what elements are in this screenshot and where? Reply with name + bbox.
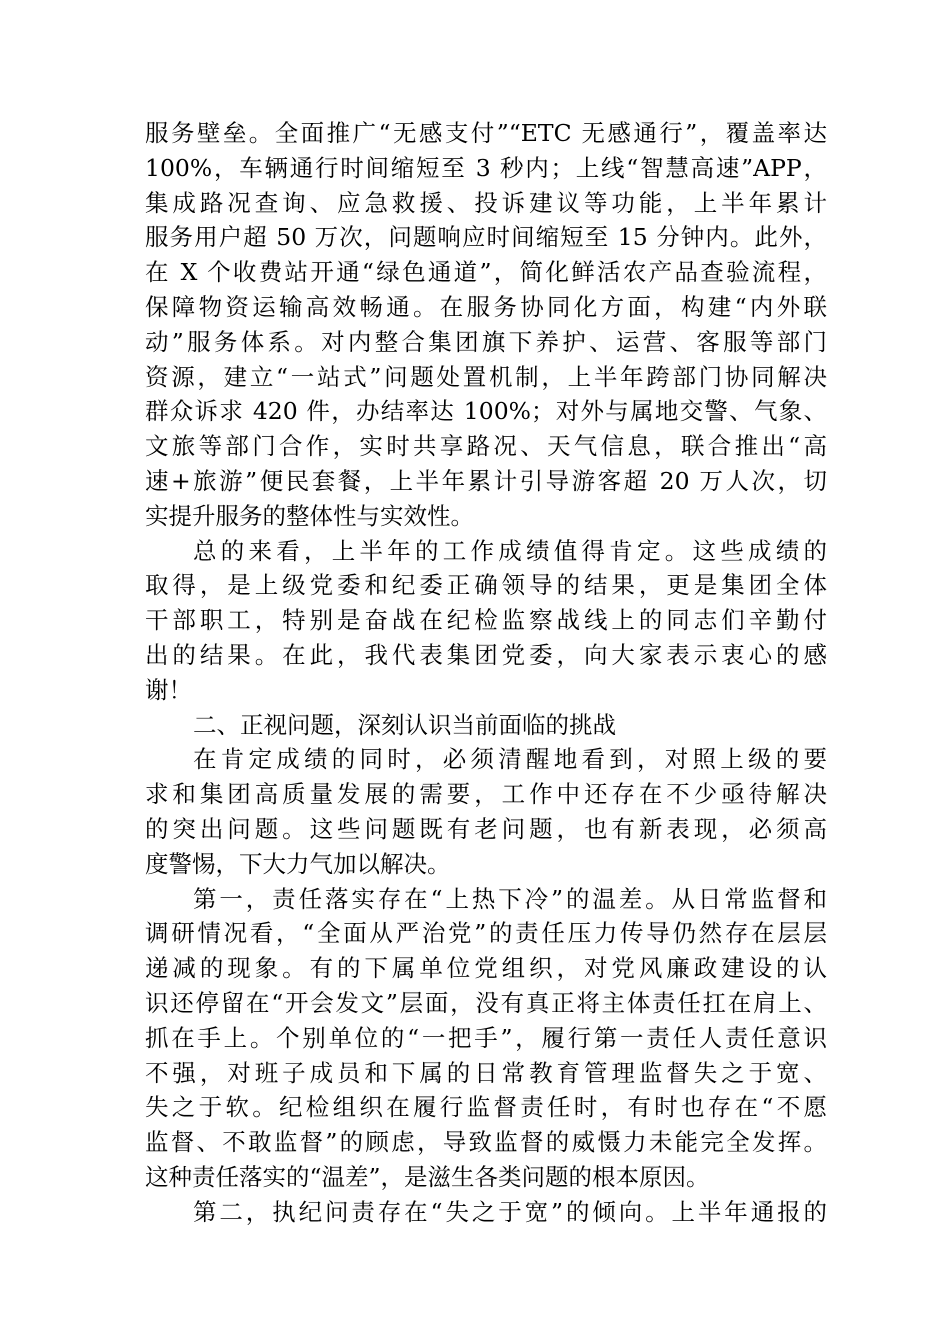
paragraph-line: 调研情况看，“全面从严治党”的责任压力传导仍然存在层层 xyxy=(145,919,827,948)
paragraph-line: 服务用户超 50 万次，问题响应时间缩短至 15 分钟内。此外， xyxy=(145,223,827,252)
paragraph-line: 识还停留在“开会发文”层面，没有真正将主体责任扛在肩上、 xyxy=(145,988,827,1017)
paragraph-line: 递减的现象。有的下属单位党组织，对党风廉政建设的认 xyxy=(145,954,827,983)
paragraph-line: 集成路况查询、应急救援、投诉建议等功能，上半年累计 xyxy=(145,188,827,217)
document-page xyxy=(145,116,827,1230)
paragraph-line: 取得，是上级党委和纪委正确领导的结果，更是集团全体 xyxy=(145,571,827,600)
paragraph-line: 群众诉求 420 件，办结率达 100%；对外与属地交警、气象、 xyxy=(145,397,827,426)
paragraph-line: 干部职工，特别是奋战在纪检监察战线上的同志们辛勤付 xyxy=(145,606,827,635)
paragraph-line: 求和集团高质量发展的需要，工作中还存在不少亟待解决 xyxy=(145,780,827,809)
paragraph-line: 速+旅游”便民套餐，上半年累计引导游客超 20 万人次，切 xyxy=(145,466,827,495)
paragraph-line: 保障物资运输高效畅通。在服务协同化方面，构建“内外联 xyxy=(145,292,827,321)
paragraph-line: 在 X 个收费站开通“绿色通道”，简化鲜活农产品查验流程， xyxy=(145,258,827,287)
paragraph-line: 资源，建立“一站式”问题处置机制，上半年跨部门协同解决 xyxy=(145,362,827,391)
paragraph-line: 第二，执纪问责存在“失之于宽”的倾向。上半年通报的 xyxy=(193,1197,827,1226)
paragraph-line: 第一，责任落实存在“上热下冷”的温差。从日常监督和 xyxy=(193,884,827,913)
paragraph-line: 不强，对班子成员和下属的日常教育管理监督失之于宽、 xyxy=(145,1058,827,1087)
paragraph-line: 100%，车辆通行时间缩短至 3 秒内；上线“智慧高速”APP， xyxy=(145,153,827,182)
paragraph-line: 在肯定成绩的同时，必须清醒地看到，对照上级的要 xyxy=(193,745,827,774)
paragraph-line: 出的结果。在此，我代表集团党委，向大家表示衷心的感 xyxy=(145,640,827,669)
paragraph-line: 总的来看，上半年的工作成绩值得肯定。这些成绩的 xyxy=(193,536,827,565)
paragraph-line: 度警惕，下大力气加以解决。 xyxy=(145,849,451,878)
paragraph-line: 这种责任落实的“温差”，是滋生各类问题的根本原因。 xyxy=(145,1162,710,1191)
paragraph-line: 失之于软。纪检组织在履行监督责任时，有时也存在“不愿 xyxy=(145,1093,827,1122)
paragraph-line: 文旅等部门合作，实时共享路况、天气信息，联合推出“高 xyxy=(145,432,827,461)
paragraph-line: 监督、不敢监督”的顾虑，导致监督的威慑力未能完全发挥。 xyxy=(145,1128,827,1157)
section-heading: 二、正视问题，深刻认识当前面临的挑战 xyxy=(193,710,616,739)
paragraph-line: 服务壁垒。全面推广“无感支付”“ETC 无感通行”，覆盖率达 xyxy=(145,119,827,147)
paragraph-line: 动”服务体系。对内整合集团旗下养护、运营、客服等部门 xyxy=(145,327,827,356)
paragraph-line: 实提升服务的整体性与实效性。 xyxy=(145,501,474,530)
paragraph-line: 谢！ xyxy=(145,675,192,704)
paragraph-line: 的突出问题。这些问题既有老问题，也有新表现，必须高 xyxy=(145,814,827,843)
paragraph-line: 抓在手上。个别单位的“一把手”，履行第一责任人责任意识 xyxy=(145,1023,827,1052)
